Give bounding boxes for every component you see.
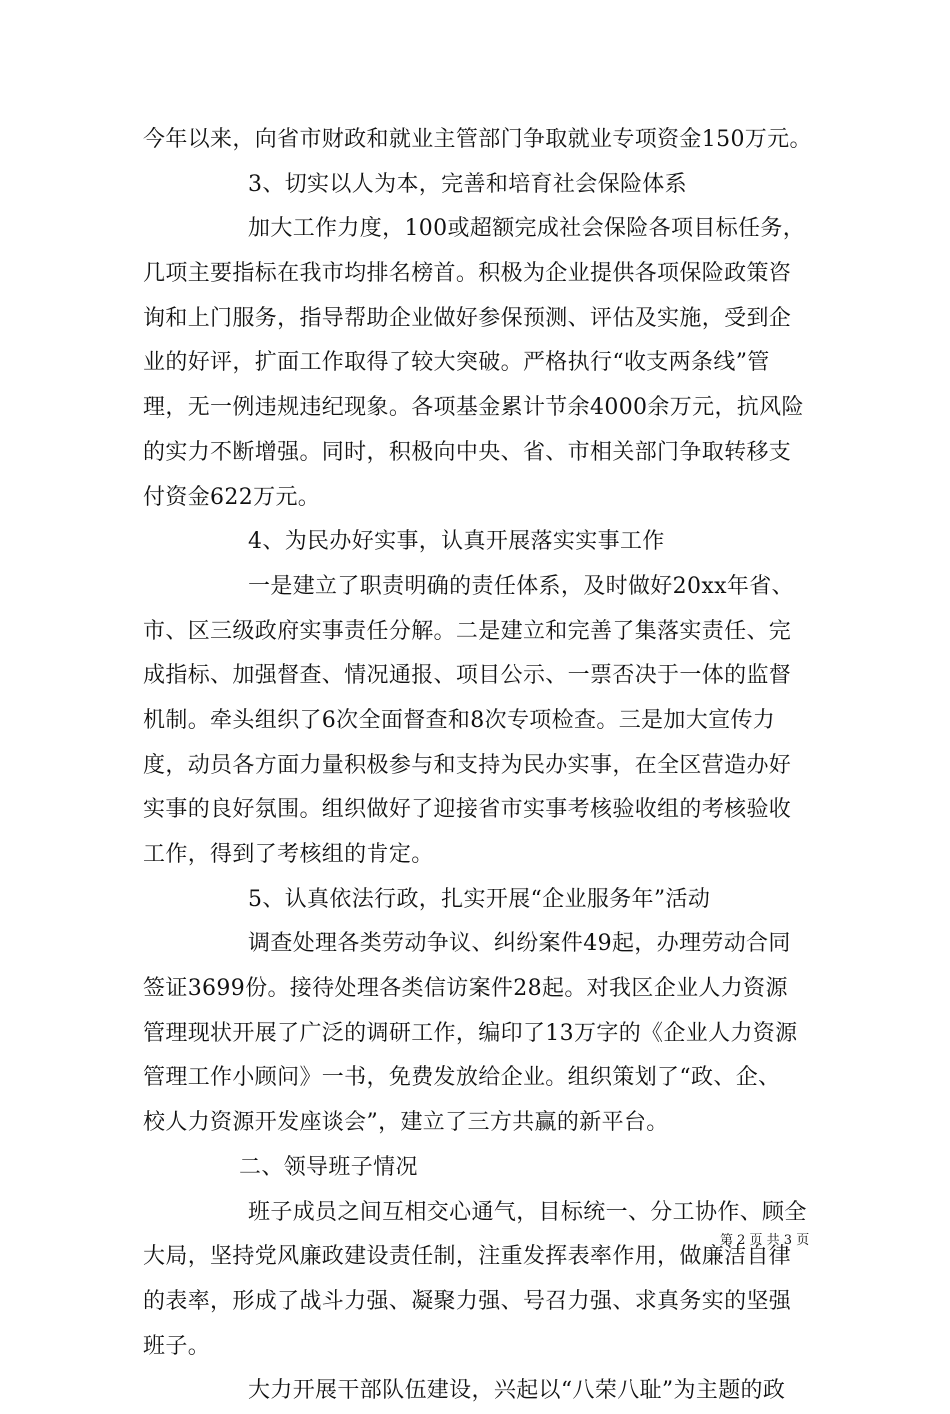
section-heading: 3、切实以人为本，完善和培育社会保险体系 [248, 171, 687, 197]
section-heading: 4、为民办好实事，认真开展落实实事工作 [248, 529, 665, 555]
text-line: 工作，得到了考核组的肯定。 [143, 842, 434, 867]
text-line: 理，无一例违规违纪现象。各项基金累计节余4000余万元，抗风险 [143, 395, 804, 421]
section-heading: 二、领导班子情况 [239, 1154, 418, 1180]
text-line: 度，动员各方面力量积极参与和支持为民办实事，在全区营造办好 [143, 752, 792, 778]
paragraph-start-line: 调查处理各类劳动争议、纠纷案件49起，办理劳动合同 [248, 931, 791, 957]
text-line: 管理现状开展了广泛的调研工作，编印了13万字的《企业人力资源 [143, 1020, 798, 1046]
text-line: 市、区三级政府实事责任分解。二是建立和完善了集落实责任、完 [143, 618, 792, 644]
text-line: 管理工作小顾问》一书，免费发放给企业。组织策划了“政、企、 [143, 1065, 781, 1091]
text-line: 业的好评，扩面工作取得了较大突破。严格执行“收支两条线”管 [143, 350, 770, 376]
text-line: 校人力资源开发座谈会”，建立了三方共赢的新平台。 [143, 1110, 669, 1136]
text-line: 的表率，形成了战斗力强、凝聚力强、号召力强、求真务实的坚强 [143, 1288, 792, 1314]
text-line: 班子。 [143, 1333, 211, 1359]
text-line: 今年以来，向省市财政和就业主管部门争取就业专项资金150万元。 [143, 127, 812, 152]
text-line: 询和上门服务，指导帮助企业做好参保预测、评估及实施，受到企 [143, 305, 792, 331]
text-line: 成指标、加强督查、情况通报、项目公示、一票否决于一体的监督 [143, 663, 792, 689]
paragraph-start-line: 一是建立了职责明确的责任体系，及时做好20xx年省、 [248, 573, 794, 599]
text-line: 的实力不断增强。同时，积极向中央、省、市相关部门争取转移支 [143, 439, 792, 465]
text-line: 付资金622万元。 [143, 484, 321, 510]
text-line: 机制。牵头组织了6次全面督查和8次专项检查。三是加大宣传力 [143, 707, 776, 733]
paragraph-start-line: 大力开展干部队伍建设，兴起以“八荣八耻”为主题的政 [248, 1378, 786, 1404]
document-body [143, 118, 815, 1414]
text-line: 大局，坚持党风廉政建设责任制，注重发挥表率作用，做廉洁自律 [143, 1244, 792, 1270]
paragraph-start-line: 班子成员之间互相交心通气，目标统一、分工协作、顾全 [248, 1199, 807, 1225]
section-heading: 5、认真依法行政，扎实开展“企业服务年”活动 [248, 886, 711, 912]
text-line: 实事的良好氛围。组织做好了迎接省市实事考核验收组的考核验收 [143, 797, 792, 823]
page-number-footer: 第 2 页 共 3 页 [720, 1233, 810, 1248]
text-line: 签证3699份。接待处理各类信访案件28起。对我区企业人力资源 [143, 976, 788, 1002]
text-line: 几项主要指标在我市均排名榜首。积极为企业提供各项保险政策咨 [143, 261, 792, 287]
paragraph-start-line: 加大工作力度，100或超额完成社会保险各项目标任务， [248, 216, 806, 242]
